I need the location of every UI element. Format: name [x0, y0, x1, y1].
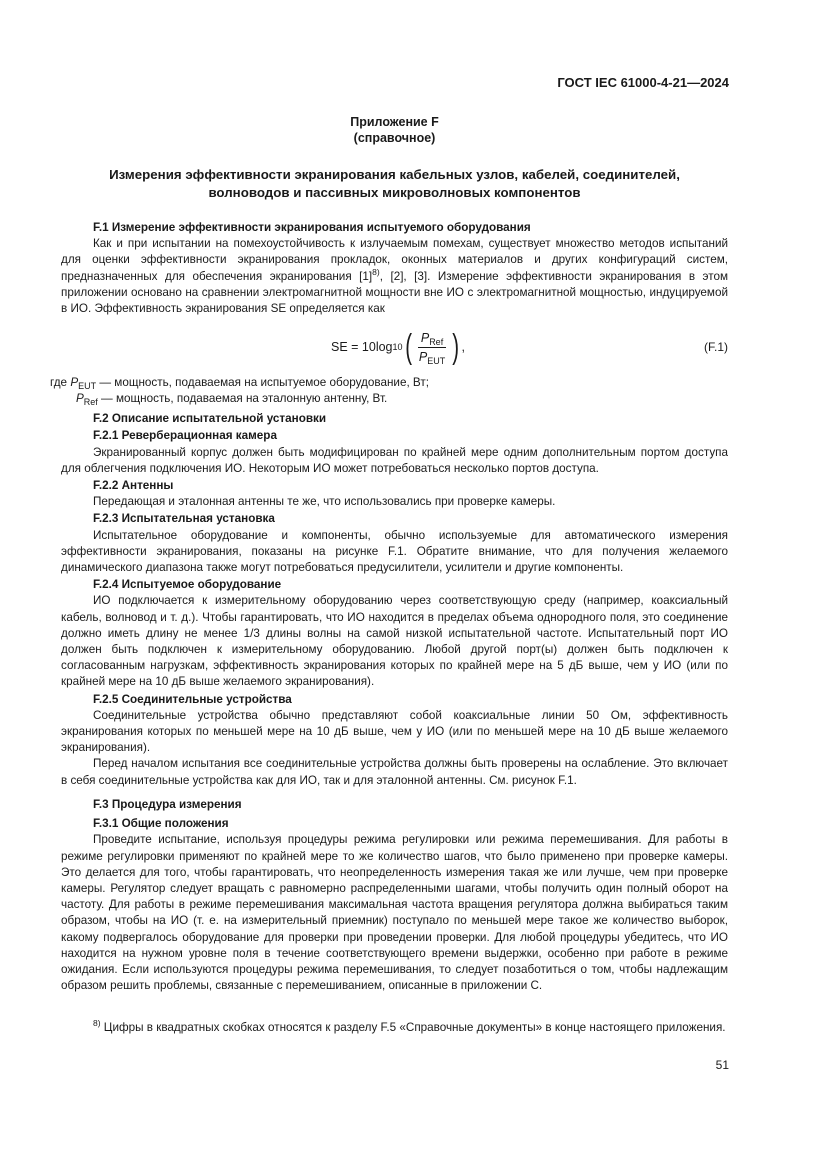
section-f21-heading: F.2.1 Реверберационная камера: [93, 429, 277, 443]
section-f22-text: Передающая и эталонная антенны те же, что использовались при проверке камеры.: [93, 495, 556, 509]
formula-lhs: SE = 10log: [331, 340, 393, 355]
appendix-title: [61, 166, 728, 202]
formula-comma: ,: [461, 340, 466, 355]
footnote-text: $^{8)}$ Цифры в квадратных скобках относятся к разделу F.5 «Справочные документы» в конце настоящего приложения.: [93, 1018, 726, 1034]
section-f25-text2: Перед началом испытания все соединительные устройства должны быть проверены на ослабление. Это включает в себя соединительные устройства как для ИО, так и для эталонной антенны. См. рисунок F.1.: [61, 757, 728, 787]
definition-pref: $P_{Ref}$ — мощность, подаваемая на эталонную антенну, Вт.: [76, 392, 388, 408]
page-number: 51: [715, 1058, 729, 1072]
variable-definitions: [50, 375, 728, 407]
section-f1-heading: F.1 Измерение эффективности экранирования испытуемого оборудования: [93, 221, 531, 234]
section-f3-heading: F.3 Процедура измерения: [93, 797, 242, 811]
section-f2-heading: F.2 Описание испытательной установки: [93, 412, 327, 426]
section-f1-paragraph: [61, 236, 728, 317]
definition-peut: где $P_{EUT}$ — мощность, подаваемая на испытуемое оборудование, Вт;: [50, 376, 429, 392]
appendix-label: Приложение F: [350, 115, 439, 129]
section-f25-text1: Соединительные устройства обычно представляют собой коаксиальные линии 50 Ом, эффективность экранирования которых по меньшей мере на 10 дБ выше, чем у ИО (или по меньшей мере на 10 дБ выше желаемого экранирования).: [61, 708, 728, 755]
footnote: [61, 1020, 728, 1036]
appendix-kind: (справочное): [353, 131, 436, 145]
f1-text-part2: , [2], [3]. Измерение эффективности экранирования в этом приложении основано на сравнении электромагнитной мощности вне ИО с электромагнитной мощностью, индуцируемой в ИО. Эффективность экранирования SE определяется как: [61, 269, 728, 316]
appendix-title-line2: волноводов и пассивных микроволновых компонентов: [208, 185, 581, 200]
formula-f1: [61, 325, 728, 369]
section-f22-heading: F.2.2 Антенны: [93, 479, 174, 493]
f1-text-part1: Как и при испытании на помехоустойчивость к излучаемым помехам, существует множество методов испытаний для оценки эффективности экранирования прокладок, оконных материалов и других конфигураций систем, предназначенных для обеспечения экранирования [1]: [61, 237, 728, 283]
right-paren-icon: ): [452, 328, 460, 367]
section-f21-text: Экранированный корпус должен быть модифицирован по крайней мере одним дополнительным портом доступа для облегчения подключения ИО. Некоторым ИО может потребоваться несколько портов доступа.: [61, 445, 728, 475]
appendix-title-line1: Измерения эффективности экранирования кабельных узлов, кабелей, соединителей,: [109, 167, 680, 182]
left-paren-icon: (: [404, 328, 412, 367]
equation-number: (F.1): [704, 340, 728, 355]
section-f24-heading: F.2.4 Испытуемое оборудование: [93, 578, 282, 592]
formula-fraction: [416, 330, 448, 365]
fraction-denominator: $P_{EUT}$: [418, 349, 446, 366]
section-f23-heading: F.2.3 Испытательная установка: [93, 512, 275, 526]
page-content: [50, 114, 728, 994]
section-f31-text: Проведите испытание, используя процедуры режима регулировки или режима перемешивания. Для работы в режиме регулировки применяют по крайней мере то же количество шагов, что было применено при проверке камеры. Это делается для того, чтобы гарантировать, что неопределенность измерения такая же или лучше, чем при проверке камеры. Регулятор следует вращать с равномерно распределенными шагами, чтобы получить один полный оборот на частоту. Для работы в режиме перемешивания максимальная частота вращения регулятора должна выбираться таким образом, чтобы на ИО (т. е. на измерительный приемник) поступало по меньшей мере такое же количество выборок, какому подвергалось оборудование для проверки при проведении проверки. Для любой процедуры убедитесь, что ИО находится на нужном уровне поля в течение соответствующего времени выдержки, особенно при работе в режиме ожидания. Если используются процедуры режима перемешивания, то следует позаботиться о том, чтобы надлежащим образом решить проблемы, связанные с перемешиванием, описанные в приложении С.: [61, 833, 728, 993]
section-f25-heading: F.2.5 Соединительные устройства: [93, 692, 292, 706]
footnote-ref: 8): [372, 266, 380, 277]
fraction-numerator: $P_{Ref}$: [418, 330, 446, 348]
section-f31-heading: F.3.1 Общие положения: [93, 817, 229, 831]
standard-header: ГОСТ IEC 61000-4-21—2024: [557, 75, 729, 90]
footnote-marker: 8): [93, 1018, 101, 1028]
formula-expression: SE = 10log 10 ( $\frac{P_{Ref}}{P_{EUT}}$ ) ,: [331, 328, 466, 367]
section-f23-text: Испытательное оборудование и компоненты, обычно используемые для автоматического измерения эффективности экранирования, показаны на рисунке F.1. Обратите внимание, что для получения желаемого динамического диапазона также могут потребоваться предусилители, усилители и другие компоненты.: [61, 528, 728, 575]
section-f24-text: ИО подключается к измерительному оборудованию через соответствующую среду (например, коаксиальный кабель, волновод и т. д.). Чтобы гарантировать, что ИО находится в пределах объема однородного поля, это соединение должно иметь длину не менее 1/3 длины волны на самой низкой испытательной частоте. Испытательный порт ИО должен быть подключен к измерительному оборудованию. Любой другой порт(ы) должен быть подключен к согласованным нагрузкам, эффективность экранирования которых по крайней мере на 5 дБ выше, чем у ИО (или по крайней мере на 10 дБ выше желаемого экранирования).: [61, 594, 728, 689]
